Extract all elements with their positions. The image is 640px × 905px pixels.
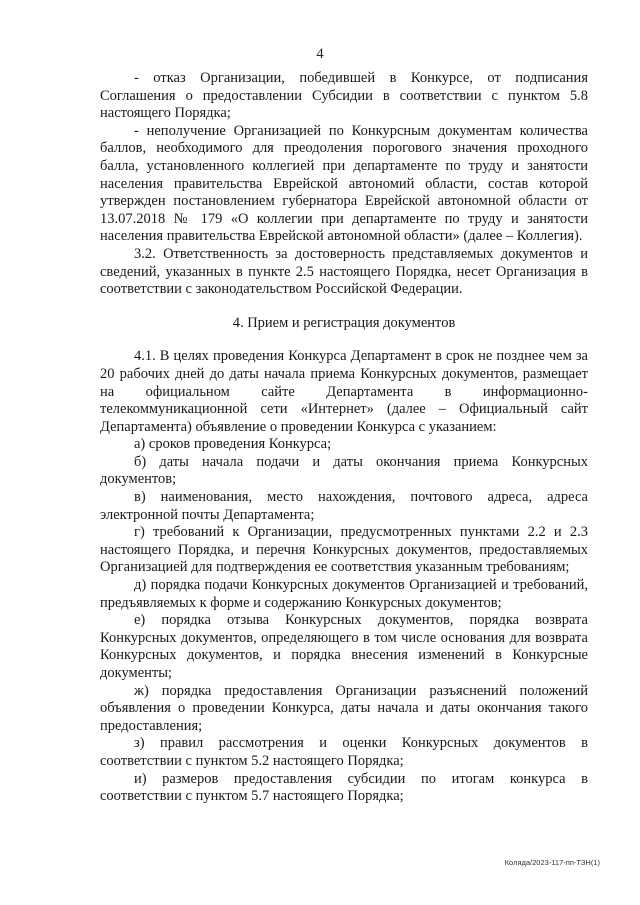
paragraph-4-1: 4.1. В целях проведения Конкурса Департамент в срок не позднее чем за 20 рабочих дней до даты начала приема Конкурсных документов, размещает на официальном сайте Департамента в информационно-телекоммуникационной сети «Интернет» (далее – Официальный сайт Департамента) объявление о проведении Конкурса с указанием: bbox=[100, 348, 588, 435]
list-item-e: е) порядка отзыва Конкурсных документов, порядка возврата Конкурсных документов, определяющего в том числе основания для возврата Конкурсных документов, и порядка внесения изменений в Конкурсные документы; bbox=[100, 612, 588, 681]
page-number: 4 bbox=[316, 46, 324, 62]
list-item-z: з) правил рассмотрения и оценки Конкурсных документов в соответствии с пунктом 5.2 настоящего Порядка; bbox=[100, 735, 588, 769]
list-item-i: и) размеров предоставления субсидии по итогам конкурса в соответствии с пунктом 5.7 настоящего Порядка; bbox=[100, 770, 588, 805]
list-item-v: в) наименования, место нахождения, почтового адреса, адреса электронной почты Департамента; bbox=[100, 489, 588, 523]
list-item-b: б) даты начала подачи и даты окончания приема Конкурсных документов; bbox=[100, 453, 588, 488]
list-item-g: г) требований к Организации, предусмотренных пунктами 2.2 и 2.3 настоящего Порядка, и перечня Конкурсных документов, предоставляемых Организацией для подтверждения ее соответствия указанным требованиям; bbox=[100, 524, 588, 576]
paragraph-3-2: 3.2. Ответственность за достоверность представляемых документов и сведений, указанных в пункте 2.5 настоящего Порядка, несет Организация в соответствии с законодательством Российской Федерации. bbox=[100, 245, 588, 298]
list-item-zh: ж) порядка предоставления Организации разъяснений положений объявления о проведении Конкурса, даты начала и даты окончания такого предоставления; bbox=[100, 682, 588, 734]
footer-document-code: Коляда/2023-117-пп-ТЗН(1) bbox=[504, 858, 600, 867]
list-item-d: д) порядка подачи Конкурсных документов Организацией и требований, предъявляемых к форме и содержанию Конкурсных документов; bbox=[100, 577, 588, 611]
paragraph-refusal: - отказ Организации, победившей в Конкурсе, от подписания Соглашения о предоставлении Субсидии в соответствии с пунктом 5.8 настоящего Порядка; bbox=[100, 70, 588, 122]
list-item-a: а) сроков проведения Конкурса; bbox=[134, 436, 332, 453]
paragraph-score-failure: - неполучение Организацией по Конкурсным документам количества баллов, необходимого для преодоления порогового значения проходного балла, установленного коллегией при департаменте по труду и занятости населения правительства Еврейской автономий области, состав которой утвержден постановлением губернатора Еврейской автономной области от 13.07.2018 № 179 «О коллегии при департаменте по труду и занятости населения правительства Еврейской автономной области» (далее – Коллегия). bbox=[100, 122, 588, 245]
section-heading: 4. Прием и регистрация документов bbox=[232, 314, 456, 331]
document-body bbox=[100, 70, 588, 806]
